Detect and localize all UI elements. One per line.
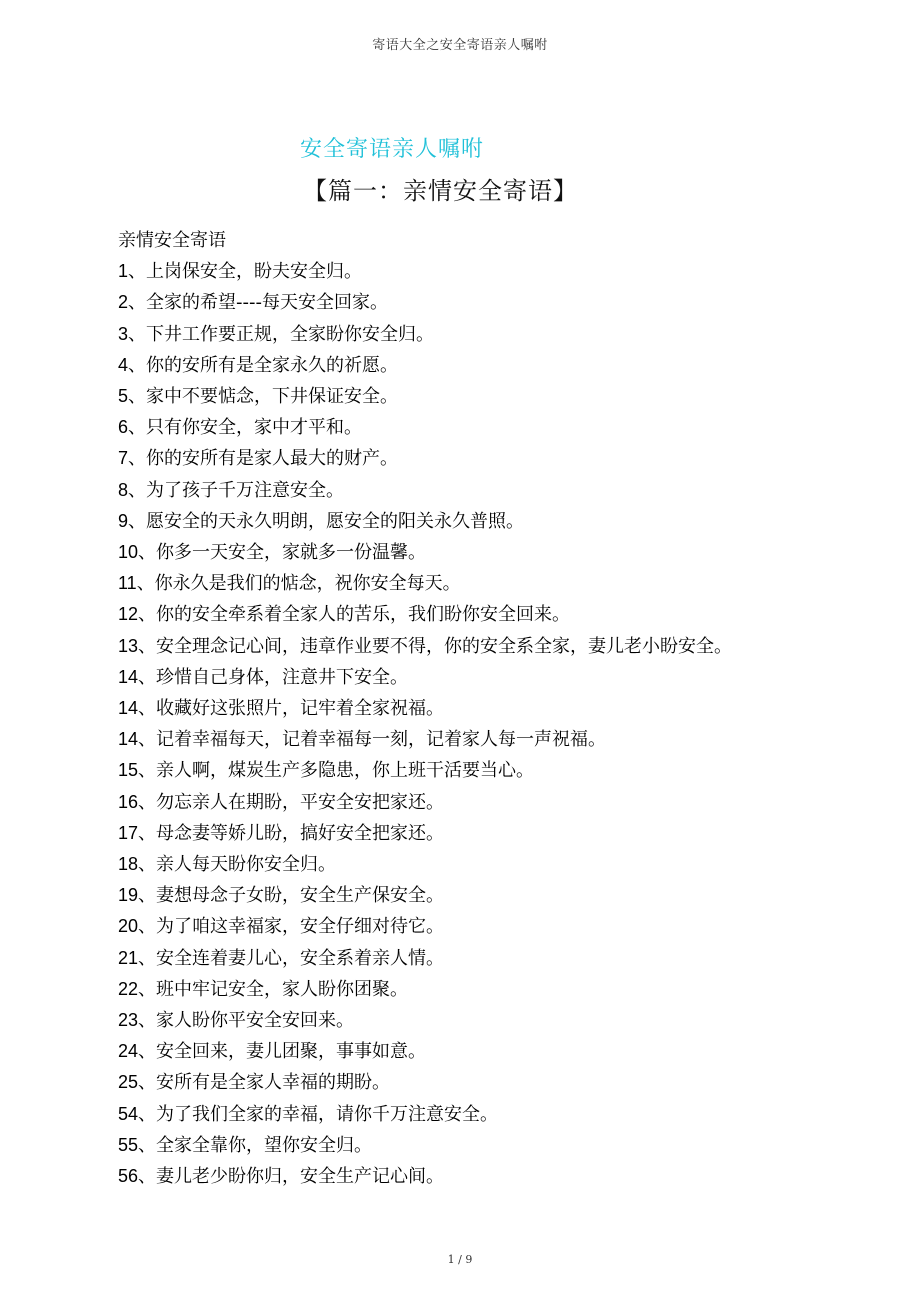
list-item-number: 9 bbox=[118, 510, 129, 531]
list-item-number: 14 bbox=[118, 698, 139, 719]
list-item-text: 、收藏好这张照片，记牢着全家祝福。 bbox=[138, 698, 445, 720]
list-item bbox=[112, 880, 752, 911]
intro-line: 亲情安全寄语 bbox=[118, 230, 226, 251]
list-item-number: 23 bbox=[118, 1010, 139, 1031]
list-item-number: 4 bbox=[118, 354, 129, 375]
list-item bbox=[112, 631, 752, 662]
section-heading: 【篇一：亲情安全寄语】 bbox=[303, 177, 578, 205]
list-item-text: 、安全回来，妻儿团聚，事事如意。 bbox=[138, 1041, 427, 1063]
list-item-number: 19 bbox=[118, 885, 139, 906]
list-item-number: 15 bbox=[118, 760, 139, 781]
list-item-text: 、只有你安全，家中才平和。 bbox=[128, 417, 363, 439]
list-item-text: 、上岗保安全，盼夫安全归。 bbox=[128, 261, 363, 283]
list-item bbox=[112, 506, 752, 537]
list-item-number: 20 bbox=[118, 916, 139, 937]
list-item bbox=[112, 974, 752, 1005]
list-item-text: 、妻儿老少盼你归，安全生产记心间。 bbox=[138, 1166, 445, 1188]
list-item-text: 、家中不要惦念，下井保证安全。 bbox=[128, 386, 399, 408]
list-item bbox=[112, 1036, 752, 1067]
list-item bbox=[112, 818, 752, 849]
list-item bbox=[112, 911, 752, 942]
list-item bbox=[112, 724, 752, 755]
list-item-text: 、你的安全牵系着全家人的苦乐，我们盼你安全回来。 bbox=[138, 604, 571, 626]
list-item bbox=[112, 599, 752, 630]
list-item bbox=[112, 381, 752, 412]
list-item-text: 、你多一天安全，家就多一份温馨。 bbox=[138, 542, 427, 564]
list-item-number: 6 bbox=[118, 417, 129, 438]
list-item-text: 、安全理念记心间，违章作业要不得，你的安全系全家，妻儿老小盼安全。 bbox=[138, 635, 733, 657]
list-item-text: 、安所有是全家人幸福的期盼。 bbox=[138, 1072, 391, 1094]
list-item-number: 18 bbox=[118, 854, 139, 875]
list-item-number: 10 bbox=[118, 542, 139, 563]
list-item-text: 、亲人啊，煤炭生产多隐患，你上班干活要当心。 bbox=[138, 760, 535, 782]
list-item bbox=[112, 1099, 752, 1130]
list-item bbox=[112, 1067, 752, 1098]
list-item-number: 21 bbox=[118, 947, 139, 968]
list-item-text: 、亲人每天盼你安全归。 bbox=[138, 854, 337, 876]
list-item bbox=[112, 662, 752, 693]
document-body bbox=[112, 226, 752, 1192]
list-item bbox=[112, 1161, 752, 1192]
list-item-text: 、全家的希望----每天安全回家。 bbox=[128, 292, 388, 314]
list-item-number: 25 bbox=[118, 1072, 139, 1093]
list-item-number: 11 bbox=[118, 573, 137, 594]
list-item bbox=[112, 755, 752, 786]
list-item-text: 、母念妻等娇儿盼，搞好安全把家还。 bbox=[138, 822, 445, 844]
running-header: 寄语大全之安全寄语亲人嘱咐 bbox=[372, 38, 548, 53]
page-number: 1 / 9 bbox=[447, 1253, 473, 1266]
list-item-text: 、勿忘亲人在期盼，平安全安把家还。 bbox=[138, 791, 445, 813]
list-item bbox=[112, 693, 752, 724]
list-item-text: 、珍惜自己身体，注意井下安全。 bbox=[138, 666, 409, 688]
list-item-number: 24 bbox=[118, 1041, 139, 1062]
list-item-text: 、你永久是我们的惦念，祝你安全每天。 bbox=[136, 573, 461, 595]
list-item-number: 14 bbox=[118, 666, 139, 687]
list-item-number: 16 bbox=[118, 791, 139, 812]
list-item bbox=[112, 412, 752, 443]
list-item-text: 、记着幸福每天，记着幸福每一刻，记着家人每一声祝福。 bbox=[138, 729, 607, 751]
list-item bbox=[112, 443, 752, 474]
list-item-number: 55 bbox=[118, 1134, 139, 1155]
list-item-text: 、班中牢记安全，家人盼你团聚。 bbox=[138, 978, 409, 1000]
list-item bbox=[112, 787, 752, 818]
list-item-text: 、为了我们全家的幸福，请你千万注意安全。 bbox=[138, 1103, 499, 1125]
list-item bbox=[112, 350, 752, 381]
list-item-text: 、你的安所有是家人最大的财产。 bbox=[128, 448, 399, 470]
list-item bbox=[112, 1130, 752, 1161]
list-item bbox=[112, 537, 752, 568]
list-item-number: 17 bbox=[118, 822, 139, 843]
list-item-text: 、愿安全的天永久明朗，愿安全的阳关永久普照。 bbox=[128, 510, 525, 532]
list-item-number: 2 bbox=[118, 292, 129, 313]
list-item-number: 22 bbox=[118, 978, 139, 999]
list-item-number: 3 bbox=[118, 323, 129, 344]
list-item bbox=[112, 287, 752, 318]
list-item-text: 、为了咱这幸福家，安全仔细对待它。 bbox=[138, 916, 445, 938]
list-item bbox=[112, 849, 752, 880]
list-item-number: 1 bbox=[118, 261, 129, 282]
list-item bbox=[112, 568, 752, 599]
list-item-number: 5 bbox=[118, 386, 129, 407]
list-item bbox=[112, 943, 752, 974]
list-item bbox=[112, 475, 752, 506]
list-item-number: 8 bbox=[118, 479, 129, 500]
document-title: 安全寄语亲人嘱咐 bbox=[300, 137, 485, 162]
list-item-number: 13 bbox=[118, 635, 139, 656]
list-item-number: 12 bbox=[118, 604, 139, 625]
list-item-text: 、安全连着妻儿心，安全系着亲人情。 bbox=[138, 947, 445, 969]
list-item-number: 56 bbox=[118, 1166, 139, 1187]
list-item-number: 54 bbox=[118, 1103, 139, 1124]
list-item bbox=[112, 319, 752, 350]
list-item-text: 、你的安所有是全家永久的祈愿。 bbox=[128, 354, 399, 376]
item-list bbox=[112, 256, 752, 1192]
list-item-text: 、为了孩子千万注意安全。 bbox=[128, 479, 345, 501]
list-item-number: 14 bbox=[118, 729, 139, 750]
list-item-text: 、妻想母念子女盼，安全生产保安全。 bbox=[138, 885, 445, 907]
list-item-text: 、家人盼你平安全安回来。 bbox=[138, 1010, 355, 1032]
list-item-text: 、全家全靠你，望你安全归。 bbox=[138, 1134, 373, 1156]
list-item bbox=[112, 1005, 752, 1036]
list-item bbox=[112, 256, 752, 287]
list-item-text: 、下井工作要正规，全家盼你安全归。 bbox=[128, 323, 435, 345]
list-item-number: 7 bbox=[118, 448, 129, 469]
